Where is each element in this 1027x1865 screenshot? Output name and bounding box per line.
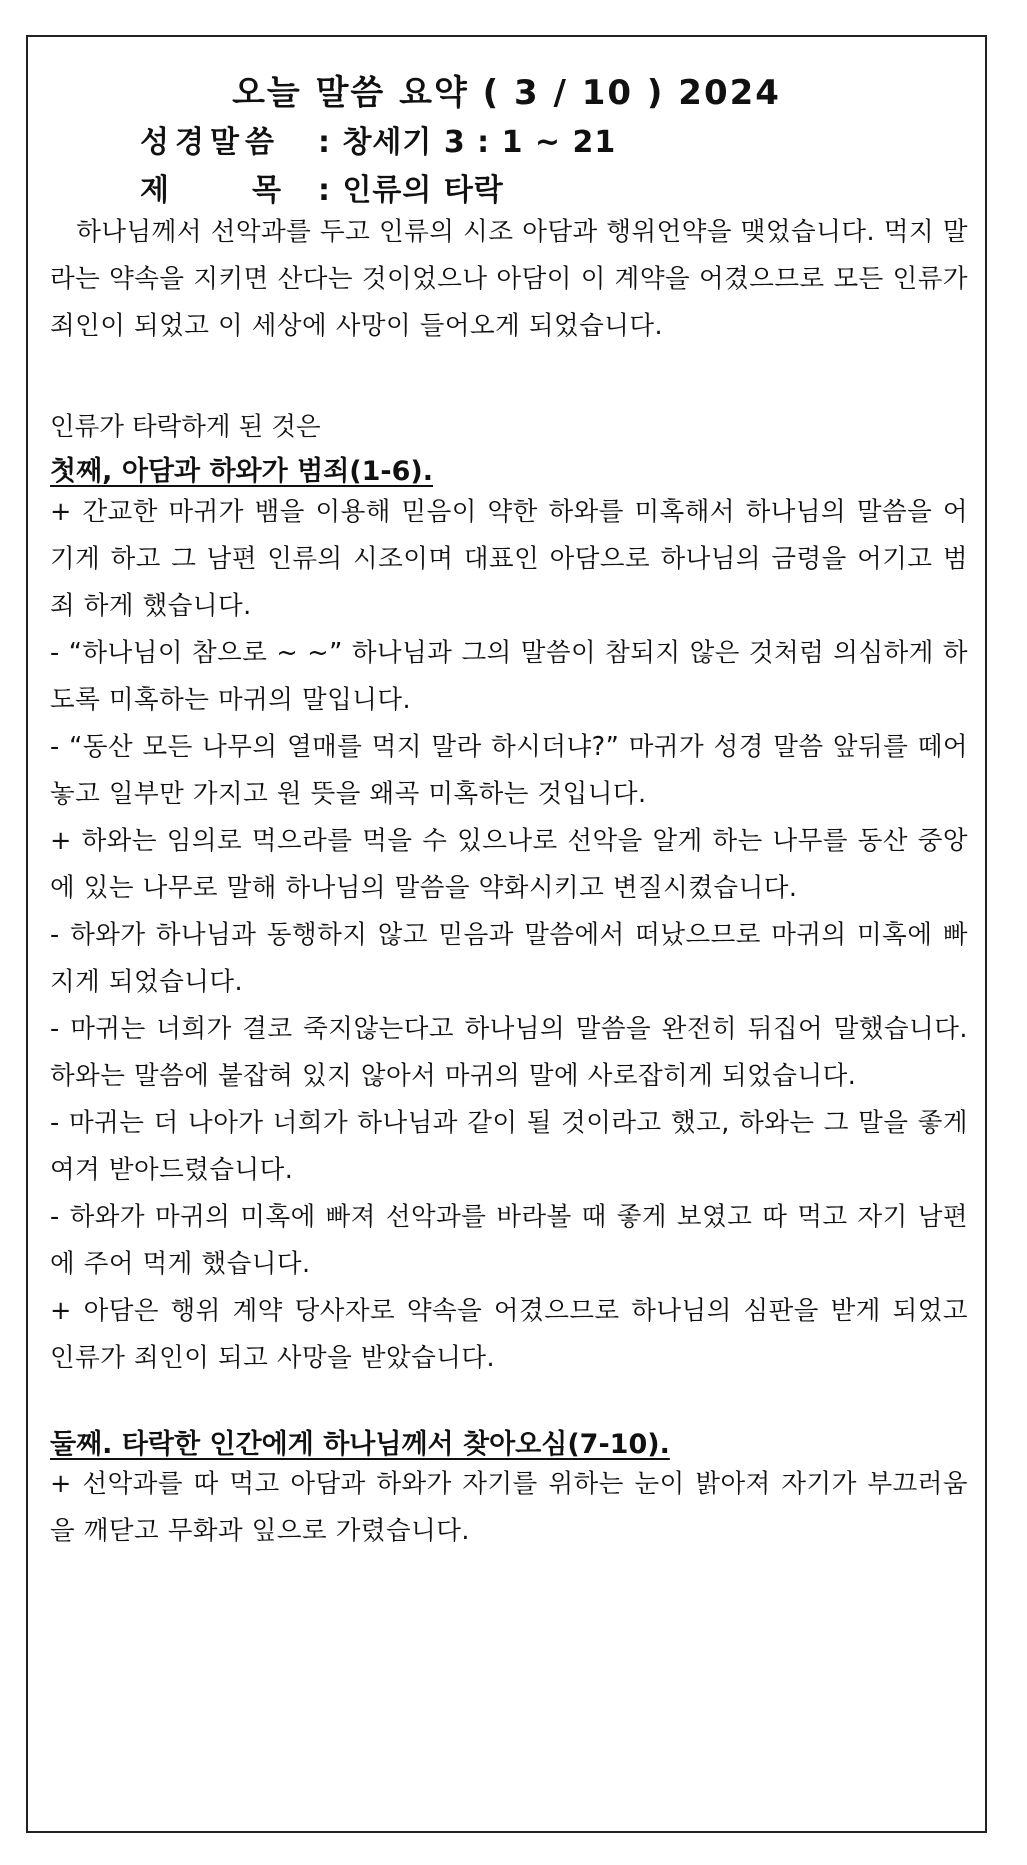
section-1-body: + 간교한 마귀가 뱀을 이용해 믿음이 약한 하와를 미혹해서 하나님의 말씀을 어기게 하고 그 남편 인류의 시조이며 대표인 아담으로 하나님의 금령을 어기고 범죄 하게 했습니다. - “하나님이 참으로 ~ ~” 하나님과 그의 말씀이 참되지 않은 것처럼 의심하게 하도록 미혹하는 마귀의 말입니다. - “동산 모든 나무의 열매를 먹지 말라 하시더냐?” 마귀가 성경 말씀 앞뒤를 떼어놓고 일부만 가지고 원 뜻을 왜곡 미혹하는 것입니다. + 하와는 임의로 먹으라를 먹을 수 있으나로 선악을 알게 하는 나무를 동산 중앙에 있는 나무로 말해 하나님의 말씀을 약화시키고 변질시켰습니다. - 하와가 하나님과 동행하지 않고 믿음과 말씀에서 떠났으므로 마귀의 미혹에 빠지게 되었습니다. - 마귀는 너희가 결코 죽지않는다고 하나님의 말씀을 완전히 뒤집어 말했습니다. 하와는 말씀에 붙잡혀 있지 않아서 마귀의 말에 사로잡히게 되었습니다. - 마귀는 더 나아가 너희가 하나님과 같이 될 것이라고 했고, 하와는 그 말을 좋게 여겨 받아드렸습니다. - 하와가 마귀의 미혹에 빠져 선악과를 바라볼 때 좋게 보였고 따 먹고 자기 남편에 주어 먹게 했습니다. + 아담은 행위 계약 당사자로 약속을 어겼으므로 하나님의 심판을 받게 되었고 인류가 죄인이 되고 사망을 받았습니다. bbox=[50, 497, 968, 1373]
scripture-value: : 창세기 3 : 1 ~ 21 bbox=[318, 125, 617, 160]
page-title: 오늘 말씀 요약 ( 3 / 10 ) 2024 bbox=[232, 73, 781, 113]
document-frame bbox=[26, 35, 987, 1833]
scripture-label: 성경말씀 bbox=[140, 125, 280, 160]
section-1-heading: 첫째, 아담과 하와가 범죄(1-6). bbox=[50, 456, 433, 487]
lead-in-text: 인류가 타락하게 된 것은 bbox=[50, 412, 321, 442]
scripture-line bbox=[140, 117, 616, 161]
subject-value: : 인류의 타락 bbox=[318, 173, 504, 208]
subject-label-part-1: 제 bbox=[140, 173, 169, 208]
intro-paragraph: 하나님께서 선악과를 두고 인류의 시조 아담과 행위언약을 맺었습니다. 먹지 말라는 약속을 지키면 산다는 것이었으나 아담이 이 계약을 어겼으므로 모든 인류가 죄인이 되었고 이 세상에 사망이 들어오게 되었습니다. bbox=[50, 217, 977, 341]
subject-label bbox=[140, 165, 318, 209]
subject-label-part-2: 목 bbox=[252, 173, 281, 208]
subject-line bbox=[140, 165, 504, 209]
section-2-body: + 선악과를 따 먹고 아담과 하와가 자기를 위하는 눈이 밝아져 자기가 부끄러움을 깨닫고 무화과 잎으로 가렸습니다. bbox=[50, 1469, 968, 1546]
section-2-heading: 둘째. 타락한 인간에게 하나님께서 찾아오심(7-10). bbox=[50, 1429, 670, 1460]
